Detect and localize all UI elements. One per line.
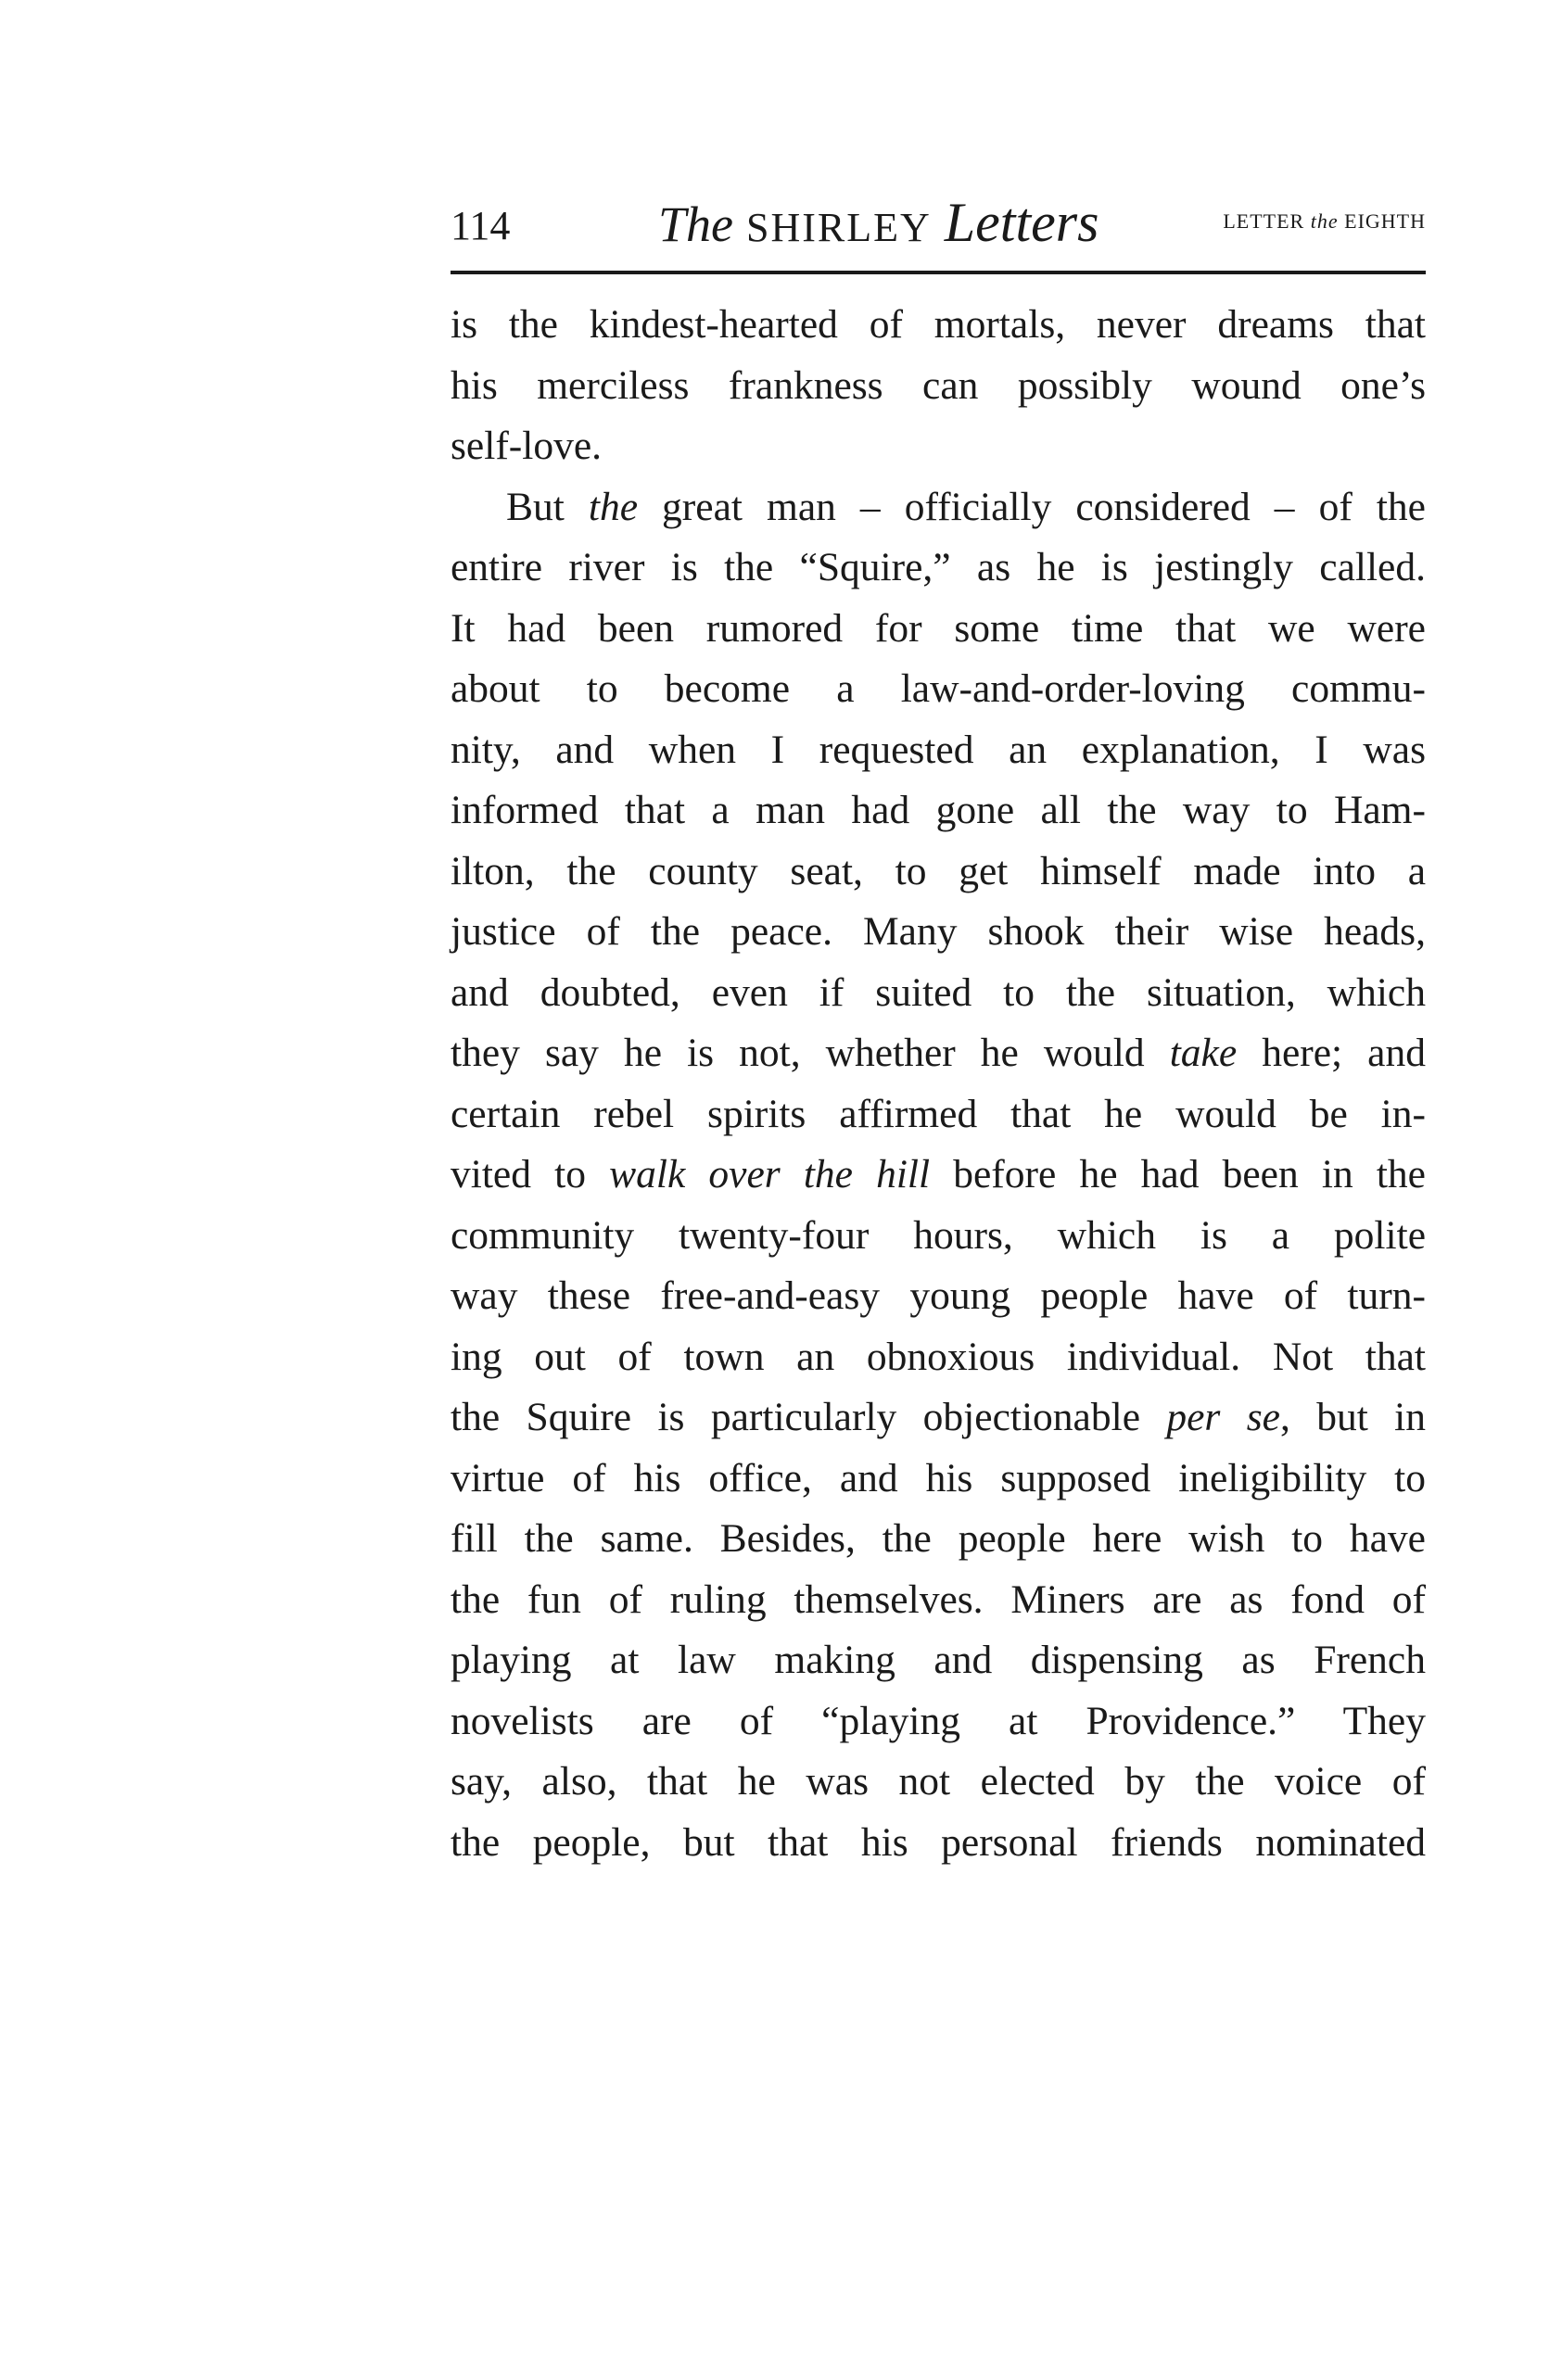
text-line: is the kindest-hearted of mortals, never dreams that bbox=[451, 302, 1426, 347]
line-segment: vited to bbox=[451, 1152, 610, 1196]
line-segment: , but in bbox=[1279, 1395, 1426, 1439]
text-line bbox=[451, 1145, 1426, 1206]
line-segment: before he had been in the bbox=[930, 1152, 1426, 1196]
book-title-letters: Letters bbox=[944, 192, 1099, 253]
text-line: entire river is the “Squire,” as he is jestingly called. bbox=[451, 545, 1426, 589]
book-title-the: The bbox=[658, 196, 733, 252]
text-line: and doubted, even if suited to the situation, which bbox=[451, 969, 1426, 1015]
book-title-shirley: SHIRLEY bbox=[746, 205, 932, 250]
text-line: the fun of ruling themselves. Miners are as fond of bbox=[451, 1576, 1426, 1622]
page-number: 114 bbox=[451, 203, 511, 248]
line-segment: great man – officially considered – of the bbox=[638, 484, 1426, 529]
text-line: novelists are of “playing at Providence.” They bbox=[451, 1698, 1426, 1743]
text-line: informed that a man had gone all the way to Ham- bbox=[451, 788, 1426, 832]
line-segment: they say he is not, whether he would bbox=[451, 1031, 1170, 1075]
letter-word: LETTER bbox=[1223, 209, 1305, 233]
text-line bbox=[451, 477, 1426, 538]
book-title bbox=[658, 185, 1098, 274]
line-segment: But bbox=[506, 484, 589, 529]
text-line: playing at law making and dispensing as French bbox=[451, 1638, 1426, 1682]
text-line: about to become a law-and-order-loving commu- bbox=[451, 666, 1426, 711]
italic-segment: take bbox=[1169, 1031, 1238, 1075]
italic-segment: walk over the hill bbox=[609, 1152, 931, 1196]
letter-ordinal: EIGHTH bbox=[1344, 209, 1426, 233]
italic-segment: the bbox=[588, 484, 639, 529]
text-line: his merciless frankness can possibly wound one’s bbox=[451, 362, 1426, 408]
text-line: community twenty-four hours, which is a polite bbox=[451, 1212, 1426, 1258]
text-line: fill the same. Besides, the people here wish to have bbox=[451, 1516, 1426, 1561]
running-head bbox=[451, 185, 1426, 269]
text-line: the people, but that his personal friends nominated bbox=[451, 1819, 1426, 1865]
body-text bbox=[451, 295, 1426, 1873]
text-line: virtue of his office, and his supposed ineligibility to bbox=[451, 1455, 1426, 1500]
letter-the: the bbox=[1310, 209, 1339, 233]
text-line bbox=[451, 1387, 1426, 1449]
letter-number-tag bbox=[1223, 209, 1426, 234]
text-line: ing out of town an obnoxious individual. Not that bbox=[451, 1334, 1426, 1379]
line-segment: here; and bbox=[1237, 1031, 1426, 1075]
italic-segment: per se bbox=[1166, 1395, 1280, 1439]
text-line: certain rebel spirits affirmed that he would be in- bbox=[451, 1091, 1426, 1136]
line-segment: the Squire is particularly objectionable bbox=[451, 1395, 1167, 1439]
text-line: nity, and when I requested an explanation, I was bbox=[451, 727, 1426, 772]
text-line: say, also, that he was not elected by the voice of bbox=[451, 1759, 1426, 1804]
text-line: way these free-and-easy young people have of turn- bbox=[451, 1273, 1426, 1318]
text-line: self-love. bbox=[451, 424, 603, 468]
text-line bbox=[451, 1023, 1426, 1084]
text-line: ilton, the county seat, to get himself made into a bbox=[451, 848, 1426, 893]
text-line: It had been rumored for some time that we were bbox=[451, 605, 1426, 651]
text-line: justice of the peace. Many shook their wise heads, bbox=[451, 909, 1426, 954]
header-rule bbox=[451, 271, 1426, 274]
